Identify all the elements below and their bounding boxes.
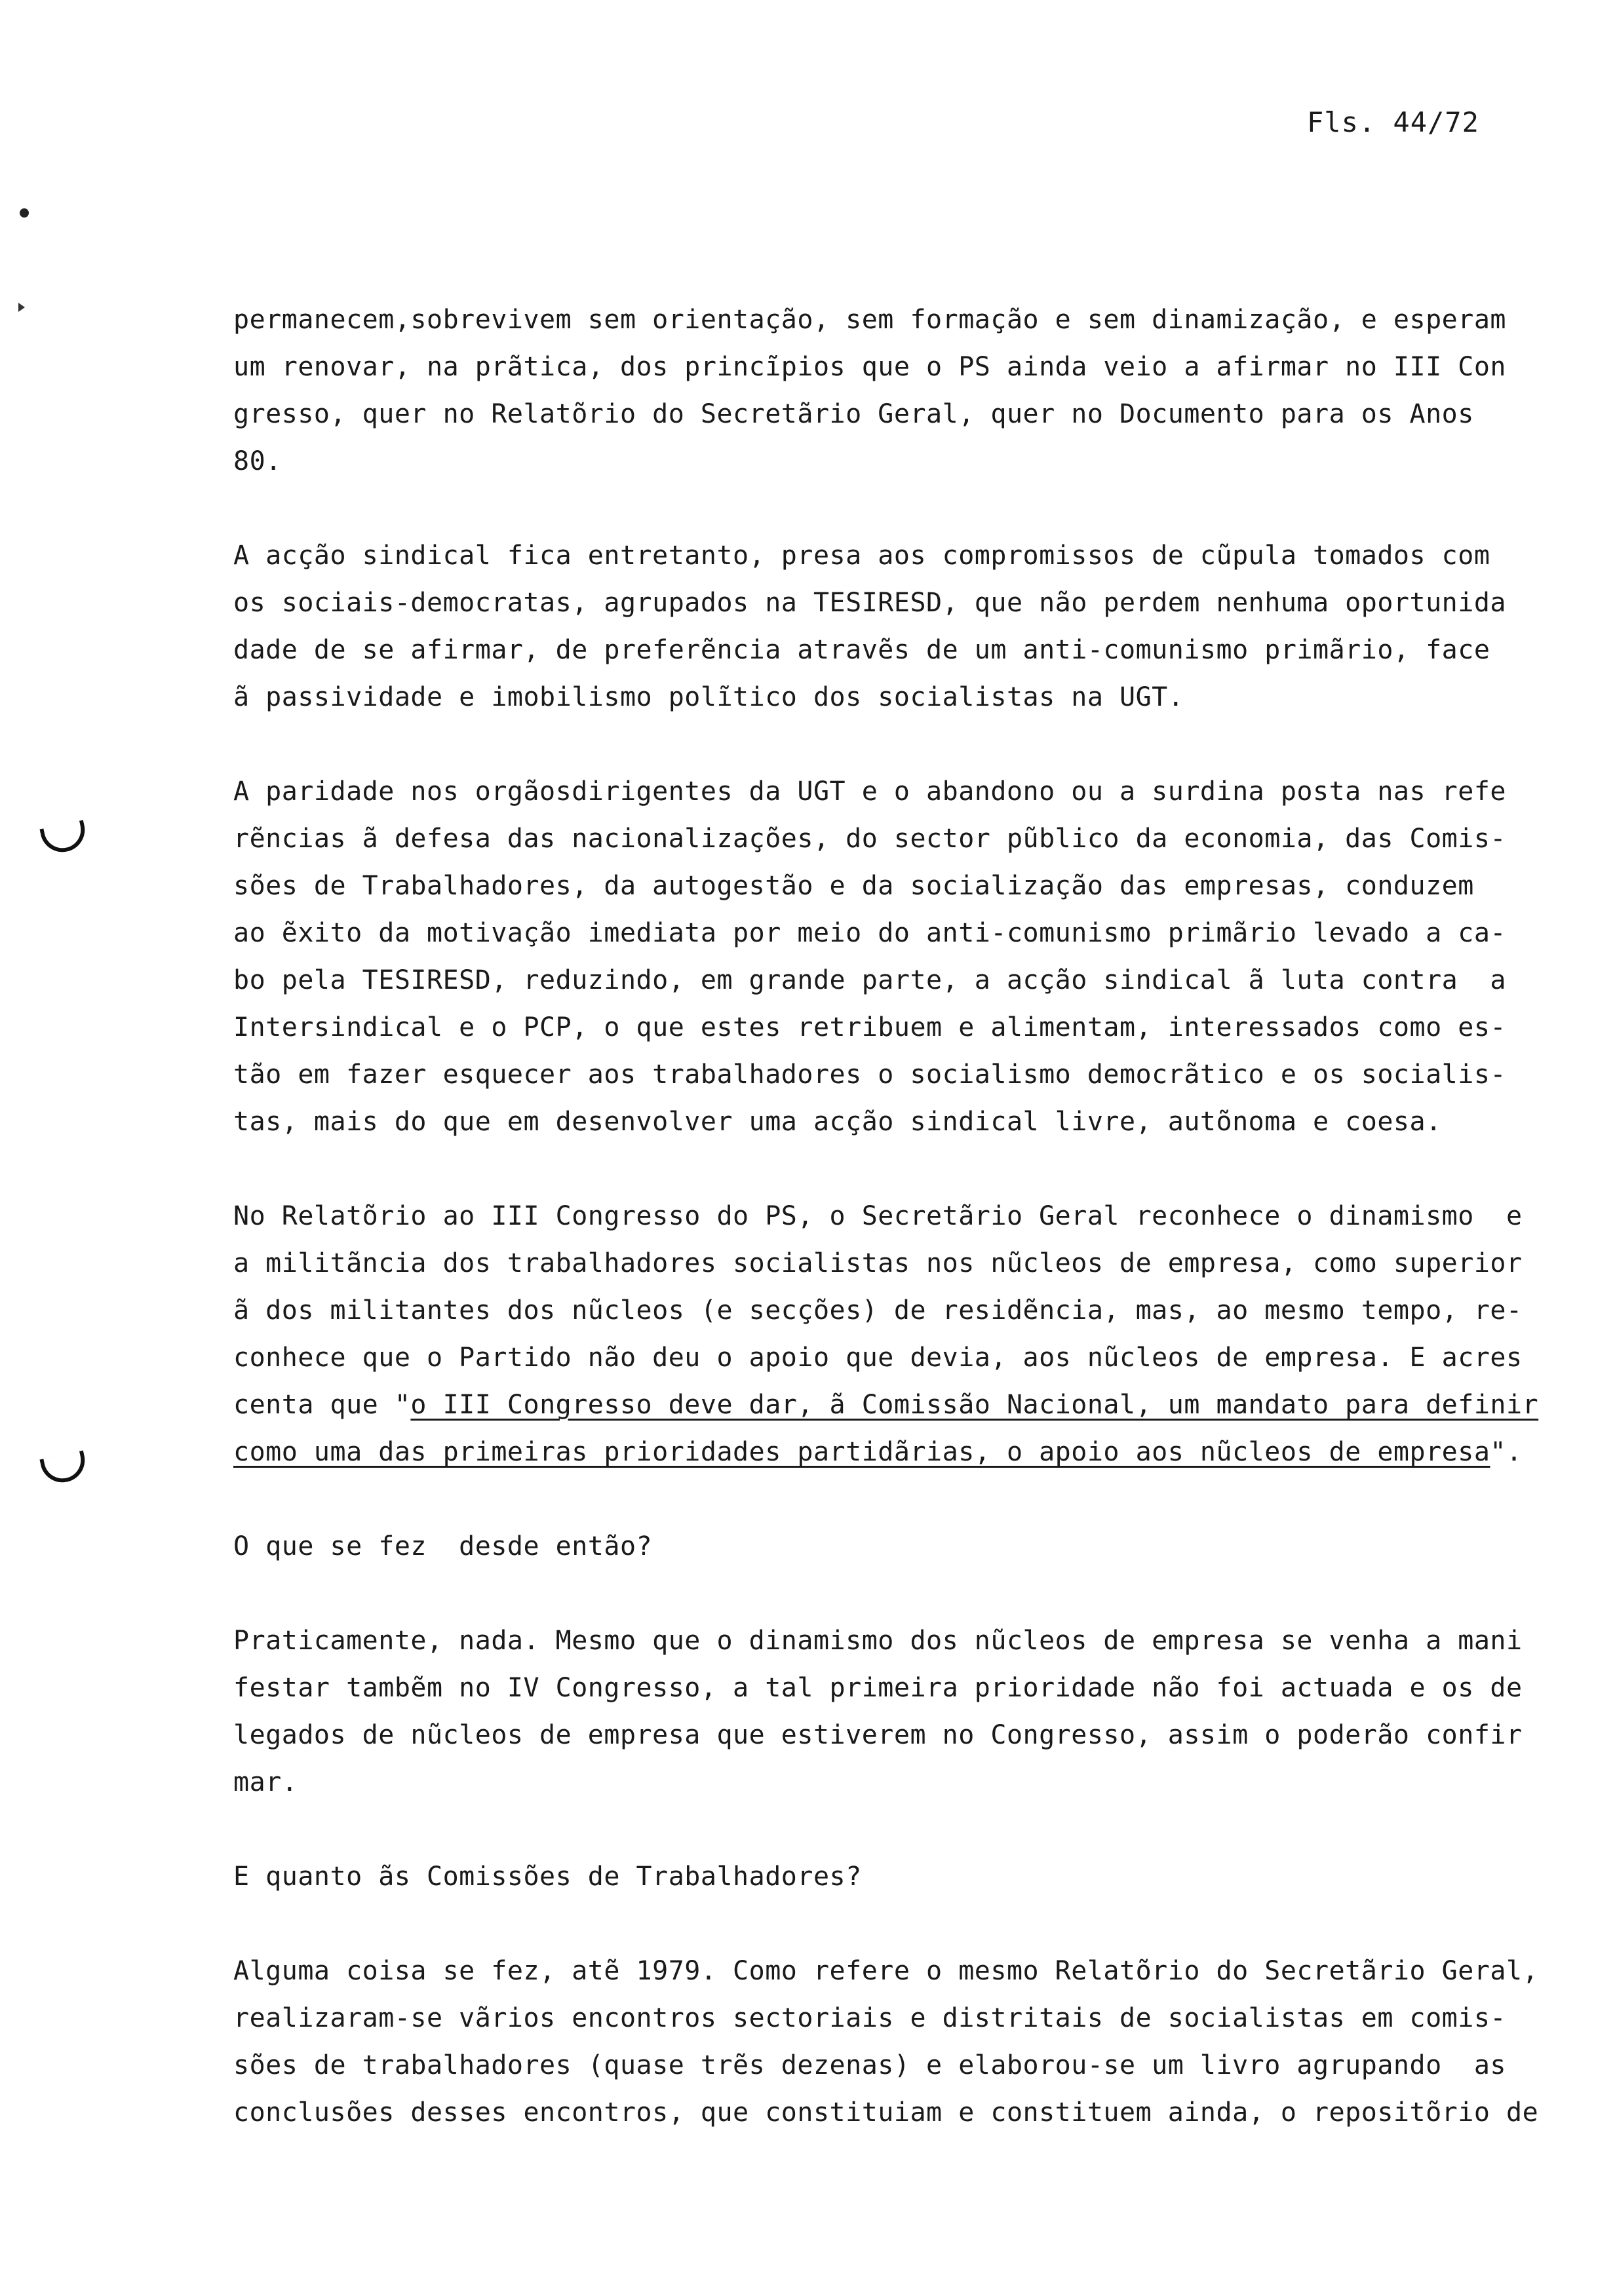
paragraph-5 xyxy=(233,1523,1518,1570)
text-line: realizaram-se vãrios encontros sectoriais e distritais de socialistas em comis- xyxy=(233,2003,1506,2033)
text-line: tas, mais do que em desenvolver uma acção sindical livre, autõnoma e coesa. xyxy=(233,1107,1442,1137)
quote-prefix: centa que " xyxy=(233,1390,411,1420)
quote-line xyxy=(233,1381,1539,1428)
quote-line xyxy=(233,1428,1523,1476)
text-line: tão em fazer esquecer aos trabalhadores o socialismo democrãtico e os socialis- xyxy=(233,1060,1506,1090)
text-line: A paridade nos orgãosdirigentes da UGT e o abandono ou a surdina posta nas refe xyxy=(233,776,1506,807)
text-line: No Relatõrio ao III Congresso do PS, o Secretãrio Geral reconhece o dinamismo e xyxy=(233,1201,1523,1231)
text-line: os sociais-democratas, agrupados na TESIRESD, que não perdem nenhuma oportunida xyxy=(233,588,1506,618)
text-line: Praticamente, nada. Mesmo que o dinamismo dos nũcleos de empresa se venha a mani xyxy=(233,1626,1523,1656)
text-line: legados de nũcleos de empresa que estiverem no Congresso, assim o poderão confir xyxy=(233,1720,1523,1750)
paragraph-4 xyxy=(233,1193,1539,1476)
margin-hook-mark xyxy=(39,1450,88,1486)
text-line: dade de se afirmar, de preferẽncia atravẽs de um anti-comunismo primãrio, face xyxy=(233,635,1490,665)
paragraph-3 xyxy=(233,768,1518,1145)
text-line: bo pela TESIRESD, reduzindo, em grande parte, a acção sindical ã luta contra a xyxy=(233,965,1506,995)
paragraph-8 xyxy=(233,1947,1539,2136)
text-line: E quanto ãs Comissões de Trabalhadores? xyxy=(233,1862,862,1892)
text-line: ã passividade e imobilismo polĩtico dos socialistas na UGT. xyxy=(233,682,1184,712)
paragraph-7 xyxy=(233,1853,1518,1900)
underlined-quote: o III Congresso deve dar, ã Comissão Nacional, um mandato para definir xyxy=(410,1390,1539,1420)
document-body xyxy=(233,296,1539,2183)
text-line: gresso, quer no Relatõrio do Secretãrio Geral, quer no Documento para os Anos xyxy=(233,399,1474,429)
text-line: conhece que o Partido não deu o apoio que devia, aos nũcleos de empresa. E acres xyxy=(233,1343,1523,1373)
paragraph-6 xyxy=(233,1617,1523,1806)
text-line: sões de trabalhadores (quase trẽs dezenas) e elaborou-se um livro agrupando as xyxy=(233,2050,1506,2080)
underlined-quote: como uma das primeiras prioridades partidãrias, o apoio aos nũcleos de empresa xyxy=(233,1437,1490,1467)
text-line: a militãncia dos trabalhadores socialistas nos nũcleos de empresa, como superior xyxy=(233,1248,1523,1278)
quote-suffix: ". xyxy=(1490,1437,1523,1467)
paragraph-1 xyxy=(233,296,1518,485)
margin-arrow-mark xyxy=(18,303,25,312)
margin-dot-mark xyxy=(20,208,29,218)
text-line: festar tambẽm no IV Congresso, a tal primeira prioridade não foi actuada e os de xyxy=(233,1673,1523,1703)
text-line: ã dos militantes dos nũcleos (e secções) de residẽncia, mas, ao mesmo tempo, re- xyxy=(233,1295,1523,1326)
page-number: Fls. 44/72 xyxy=(1307,106,1479,138)
text-line: conclusões desses encontros, que constituiam e constituem ainda, o repositõrio de xyxy=(233,2097,1539,2128)
text-line: 80. xyxy=(233,446,282,476)
text-line: permanecem,sobrevivem sem orientação, sem formação e sem dinamização, e esperam xyxy=(233,305,1506,335)
text-line: O que se fez desde então? xyxy=(233,1531,653,1561)
paragraph-2 xyxy=(233,532,1518,721)
text-line: rẽncias ã defesa das nacionalizações, do sector pũblico da economia, das Comis- xyxy=(233,824,1506,854)
text-line: A acção sindical fica entretanto, presa aos compromissos de cũpula tomados com xyxy=(233,541,1490,571)
text-line: Alguma coisa se fez, atẽ 1979. Como refere o mesmo Relatõrio do Secretãrio Geral, xyxy=(233,1956,1539,1986)
margin-hook-mark xyxy=(39,820,88,856)
text-line: um renovar, na prãtica, dos princĩpios que o PS ainda veio a afirmar no III Con xyxy=(233,352,1506,382)
text-line: ao ẽxito da motivação imediata por meio do anti-comunismo primãrio levado a ca- xyxy=(233,918,1506,948)
text-line: mar. xyxy=(233,1767,298,1797)
text-line: sões de Trabalhadores, da autogestão e da socialização das empresas, conduzem xyxy=(233,871,1474,901)
text-line: Intersindical e o PCP, o que estes retribuem e alimentam, interessados como es- xyxy=(233,1012,1506,1043)
